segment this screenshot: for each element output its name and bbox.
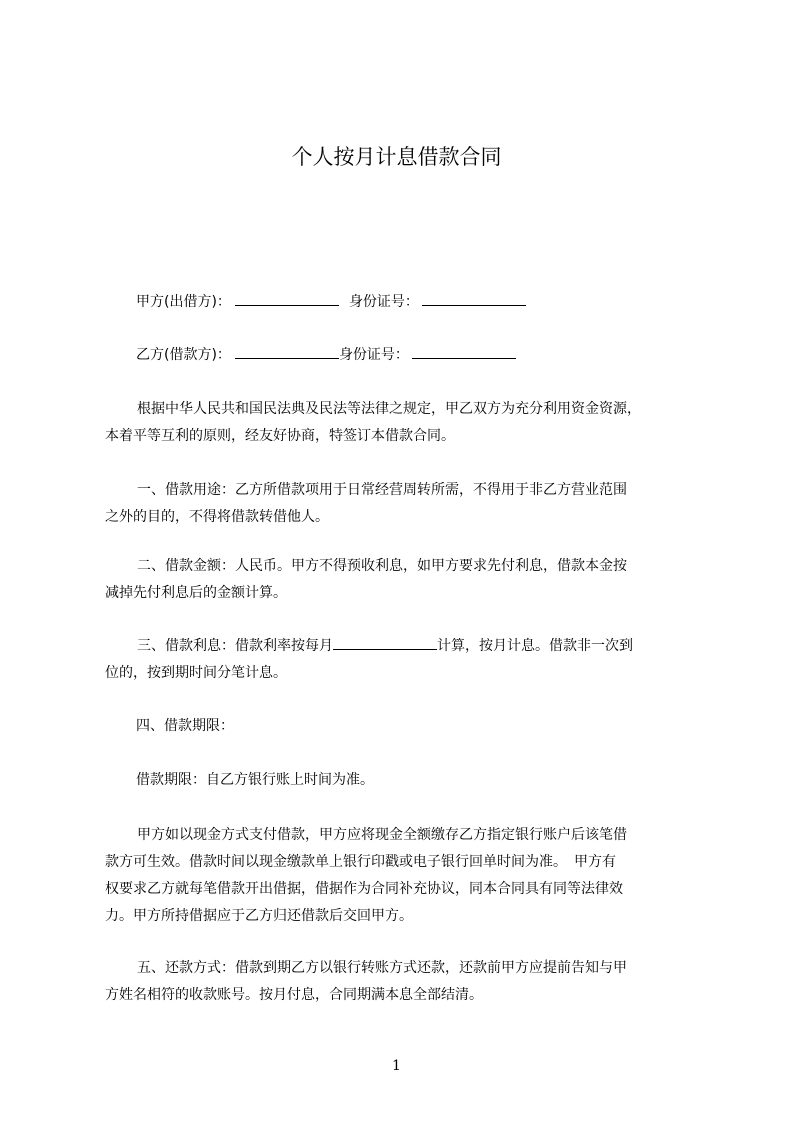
party-b-id-blank[interactable] (412, 344, 516, 359)
clause-4-body: 借款期限：自乙方银行账上时间为准。 (136, 772, 374, 788)
interest-rate-blank[interactable] (333, 635, 437, 650)
clause-1-line-2: 之外的目的，不得将借款转借他人。 (105, 509, 329, 525)
clause-5-paragraph (105, 955, 705, 1009)
clause-3-prefix: 三、借款利息：借款利率按每月 (137, 638, 333, 654)
party-a-name-blank[interactable] (235, 291, 339, 306)
clause-1-paragraph (105, 477, 705, 531)
cash-line-1: 甲方如以现金方式支付借款，甲方应将现金全额缴存乙方指定银行账户后该笔借 (137, 827, 627, 843)
intro-line-2: 本着平等互利的原则，经友好协商，特签订本借款合同。 (105, 428, 455, 444)
cash-line-4: 力。甲方所持借据应于乙方归还借款后交回甲方。 (105, 908, 413, 924)
party-a-label: 甲方(出借方)： (136, 294, 231, 310)
clause-5-line-2: 方姓名相符的收款账号。按月付息，合同期满本息全部结清。 (105, 987, 483, 1003)
clause-3-suffix: 计算，按月计息。借款非一次到 (437, 638, 633, 654)
intro-paragraph (105, 396, 705, 450)
clause-3-paragraph (105, 633, 705, 687)
clause-2-line-1: 二、借款金额：人民币。甲方不得预收利息，如甲方要求先付利息，借款本金按 (137, 558, 627, 574)
clause-5-line-1: 五、还款方式：借款到期乙方以银行转账方式还款，还款前甲方应提前告知与甲 (137, 960, 627, 976)
clause-3-line-2: 位的，按到期时间分笔计息。 (105, 665, 287, 681)
clause-2-paragraph (105, 553, 705, 607)
clause-2-line-2: 减掉先付利息后的金额计算。 (105, 585, 287, 601)
party-b-name-blank[interactable] (235, 344, 339, 359)
party-a-line (136, 291, 526, 312)
party-a-id-blank[interactable] (422, 291, 526, 306)
intro-line-1: 根据中华人民共和国民法典及民法等法律之规定，甲乙双方为充分利用资金资源， (137, 401, 641, 417)
cash-line-3: 权要求乙方就每笔借款开出借据，借据作为合同补充协议，同本合同具有同等法律效 (105, 881, 623, 897)
party-b-id-label: 身份证号： (338, 347, 409, 363)
party-b-line (136, 344, 516, 365)
party-b-label: 乙方(借款方)： (136, 347, 231, 363)
clause-4-heading: 四、借款期限： (136, 718, 234, 734)
cash-line-2: 款方可生效。借款时间以现金缴款单上银行印戳或电子银行回单时间为准。 甲方有 (105, 854, 616, 870)
document-title: 个人按月计息借款合同 (291, 145, 502, 169)
cash-payment-paragraph (105, 822, 705, 930)
clause-1-line-1: 一、借款用途：乙方所借款项用于日常经营周转所需，不得用于非乙方营业范围 (137, 482, 627, 498)
clause-3-line-1 (105, 633, 705, 660)
party-a-id-label: 身份证号： (348, 294, 419, 310)
page-number: 1 (392, 1058, 401, 1074)
